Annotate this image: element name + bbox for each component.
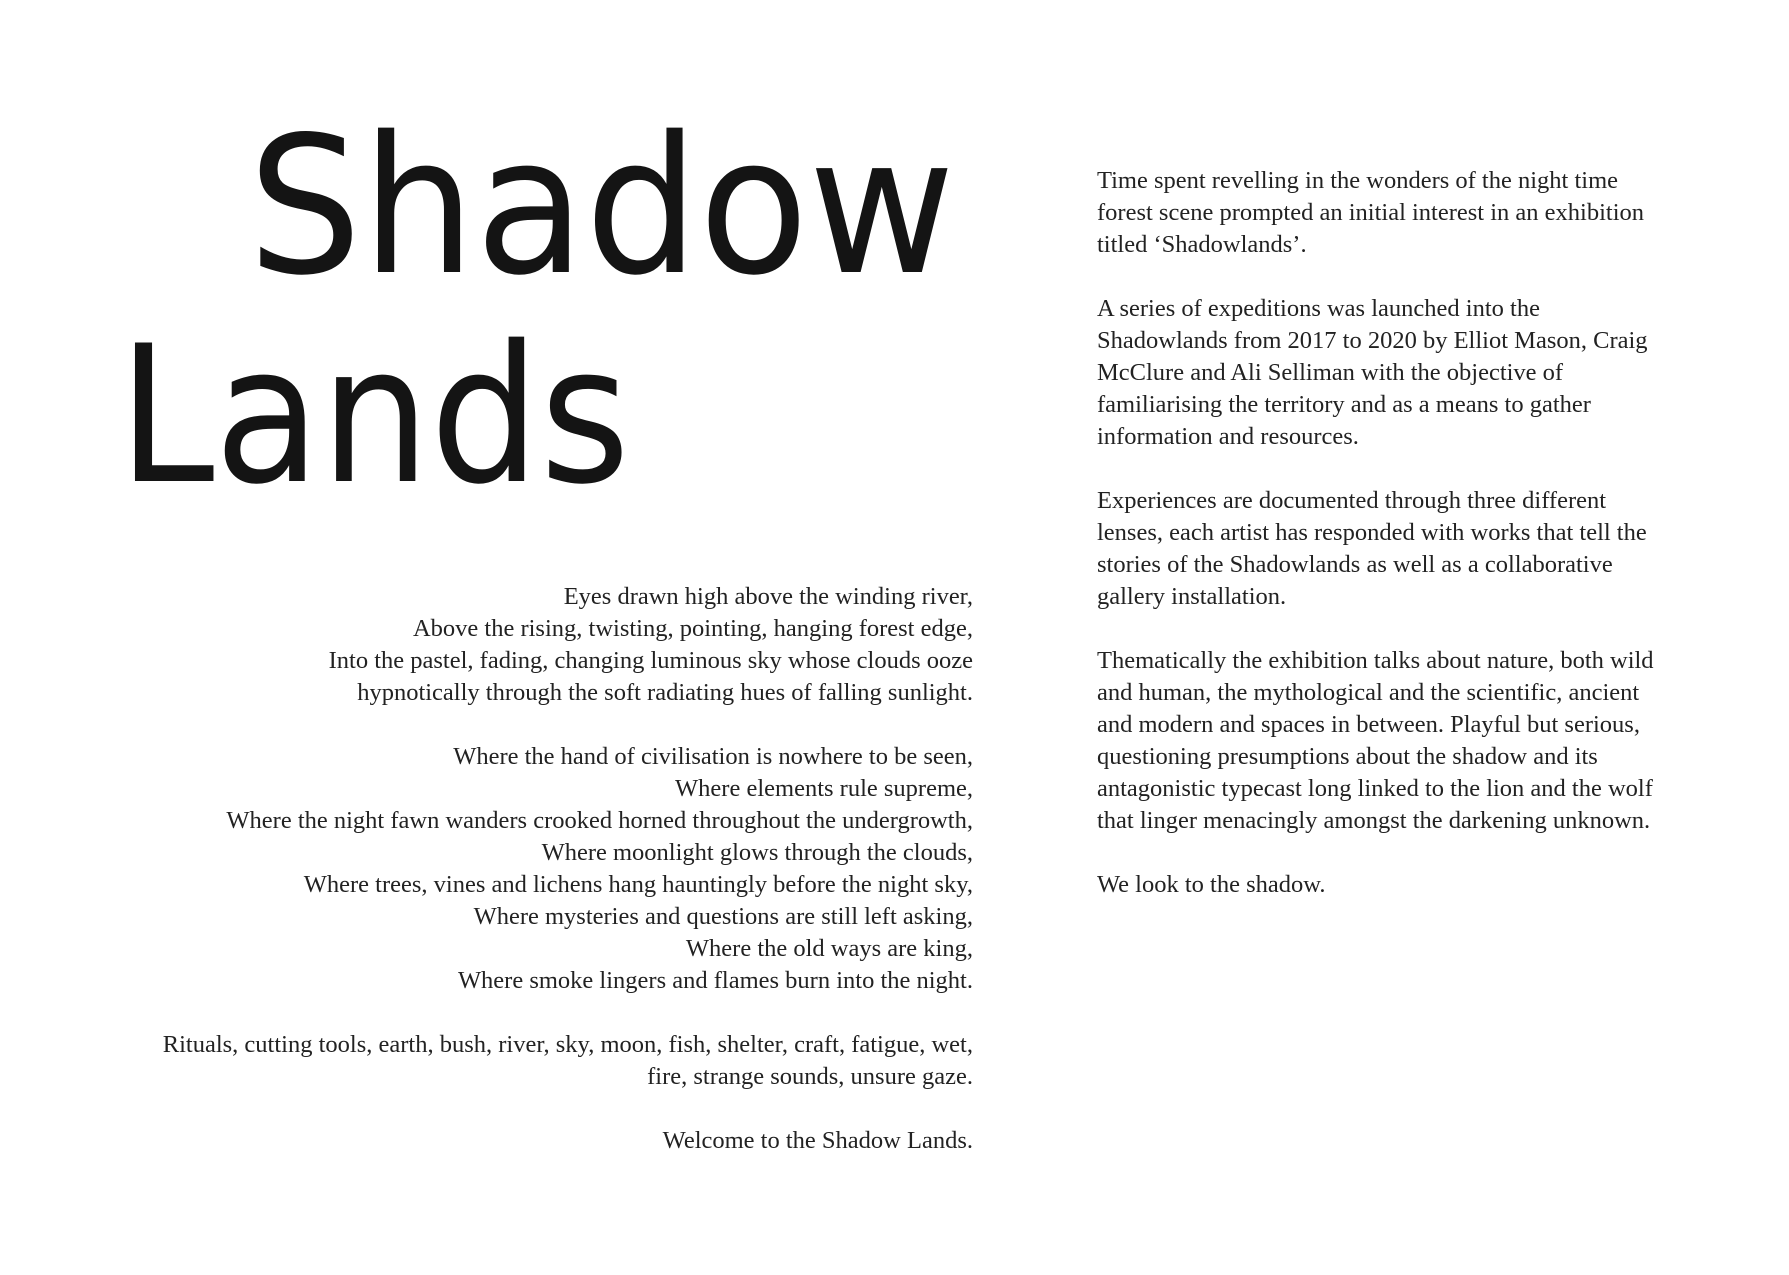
poem-line: Rituals, cutting tools, earth, bush, river, sky, moon, fish, shelter, craft, fatigue, wet, (162, 1031, 973, 1058)
poem-stanza-4 (113, 1125, 973, 1157)
poem (113, 581, 973, 1189)
title-line-shadow: Shadow (248, 96, 955, 317)
title-heading (0, 0, 1000, 520)
intro-paragraph: Time spent revelling in the wonders of the night time forest scene prompted an initial interest in an exhibition titled ‘Shadowlands’. (1097, 167, 1645, 258)
intro-paragraph: A series of expeditions was launched into the Shadowlands from 2017 to 2020 by Elliot Mason, Craig McClure and Ali Selliman with the objective of familiarising the territory and as a means to gather information and resources. (1097, 295, 1648, 450)
intro-paragraph: Thematically the exhibition talks about nature, both wild and human, the mythological and the scientific, ancient and modern and spaces in between. Playful but serious, questioning presumptions about the shadow and its antagonistic typecast long linked to the lion and the wolf that linger menacingly amongst the darkening unknown. (1097, 647, 1654, 834)
poem-line: Above the rising, twisting, pointing, hanging forest edge, (412, 615, 973, 642)
poem-stanza-2 (113, 741, 973, 997)
intro-paragraph: Experiences are documented through three different lenses, each artist has responded with works that tell the stories of the Shadowlands as well as a collaborative gallery installation. (1097, 487, 1647, 610)
intro-text (1097, 165, 1657, 933)
poem-closing-line: Welcome to the Shadow Lands. (662, 1127, 973, 1154)
poem-line: Where mysteries and questions are still left asking, (473, 903, 973, 930)
poem-line: Where trees, vines and lichens hang hauntingly before the night sky, (303, 871, 973, 898)
poem-line: hypnotically through the soft radiating hues of falling sunlight. (357, 679, 973, 706)
poem-line: Into the pastel, fading, changing luminous sky whose clouds ooze (328, 647, 973, 674)
poem-line: Where elements rule supreme, (675, 775, 973, 802)
title-line-lands: Lands (118, 305, 630, 520)
intro-closing-paragraph: We look to the shadow. (1097, 871, 1326, 898)
poem-line: Where moonlight glows through the clouds, (541, 839, 973, 866)
poem-stanza-3 (113, 1029, 973, 1093)
poem-stanza-1 (113, 581, 973, 709)
poem-line: fire, strange sounds, unsure gaze. (647, 1063, 973, 1090)
poem-line: Where smoke lingers and flames burn into the night. (457, 967, 973, 994)
poem-line: Eyes drawn high above the winding river, (563, 583, 973, 610)
poem-line: Where the old ways are king, (685, 935, 973, 962)
poem-line: Where the night fawn wanders crooked horned throughout the undergrowth, (226, 807, 973, 834)
poem-line: Where the hand of civilisation is nowhere to be seen, (453, 743, 973, 770)
